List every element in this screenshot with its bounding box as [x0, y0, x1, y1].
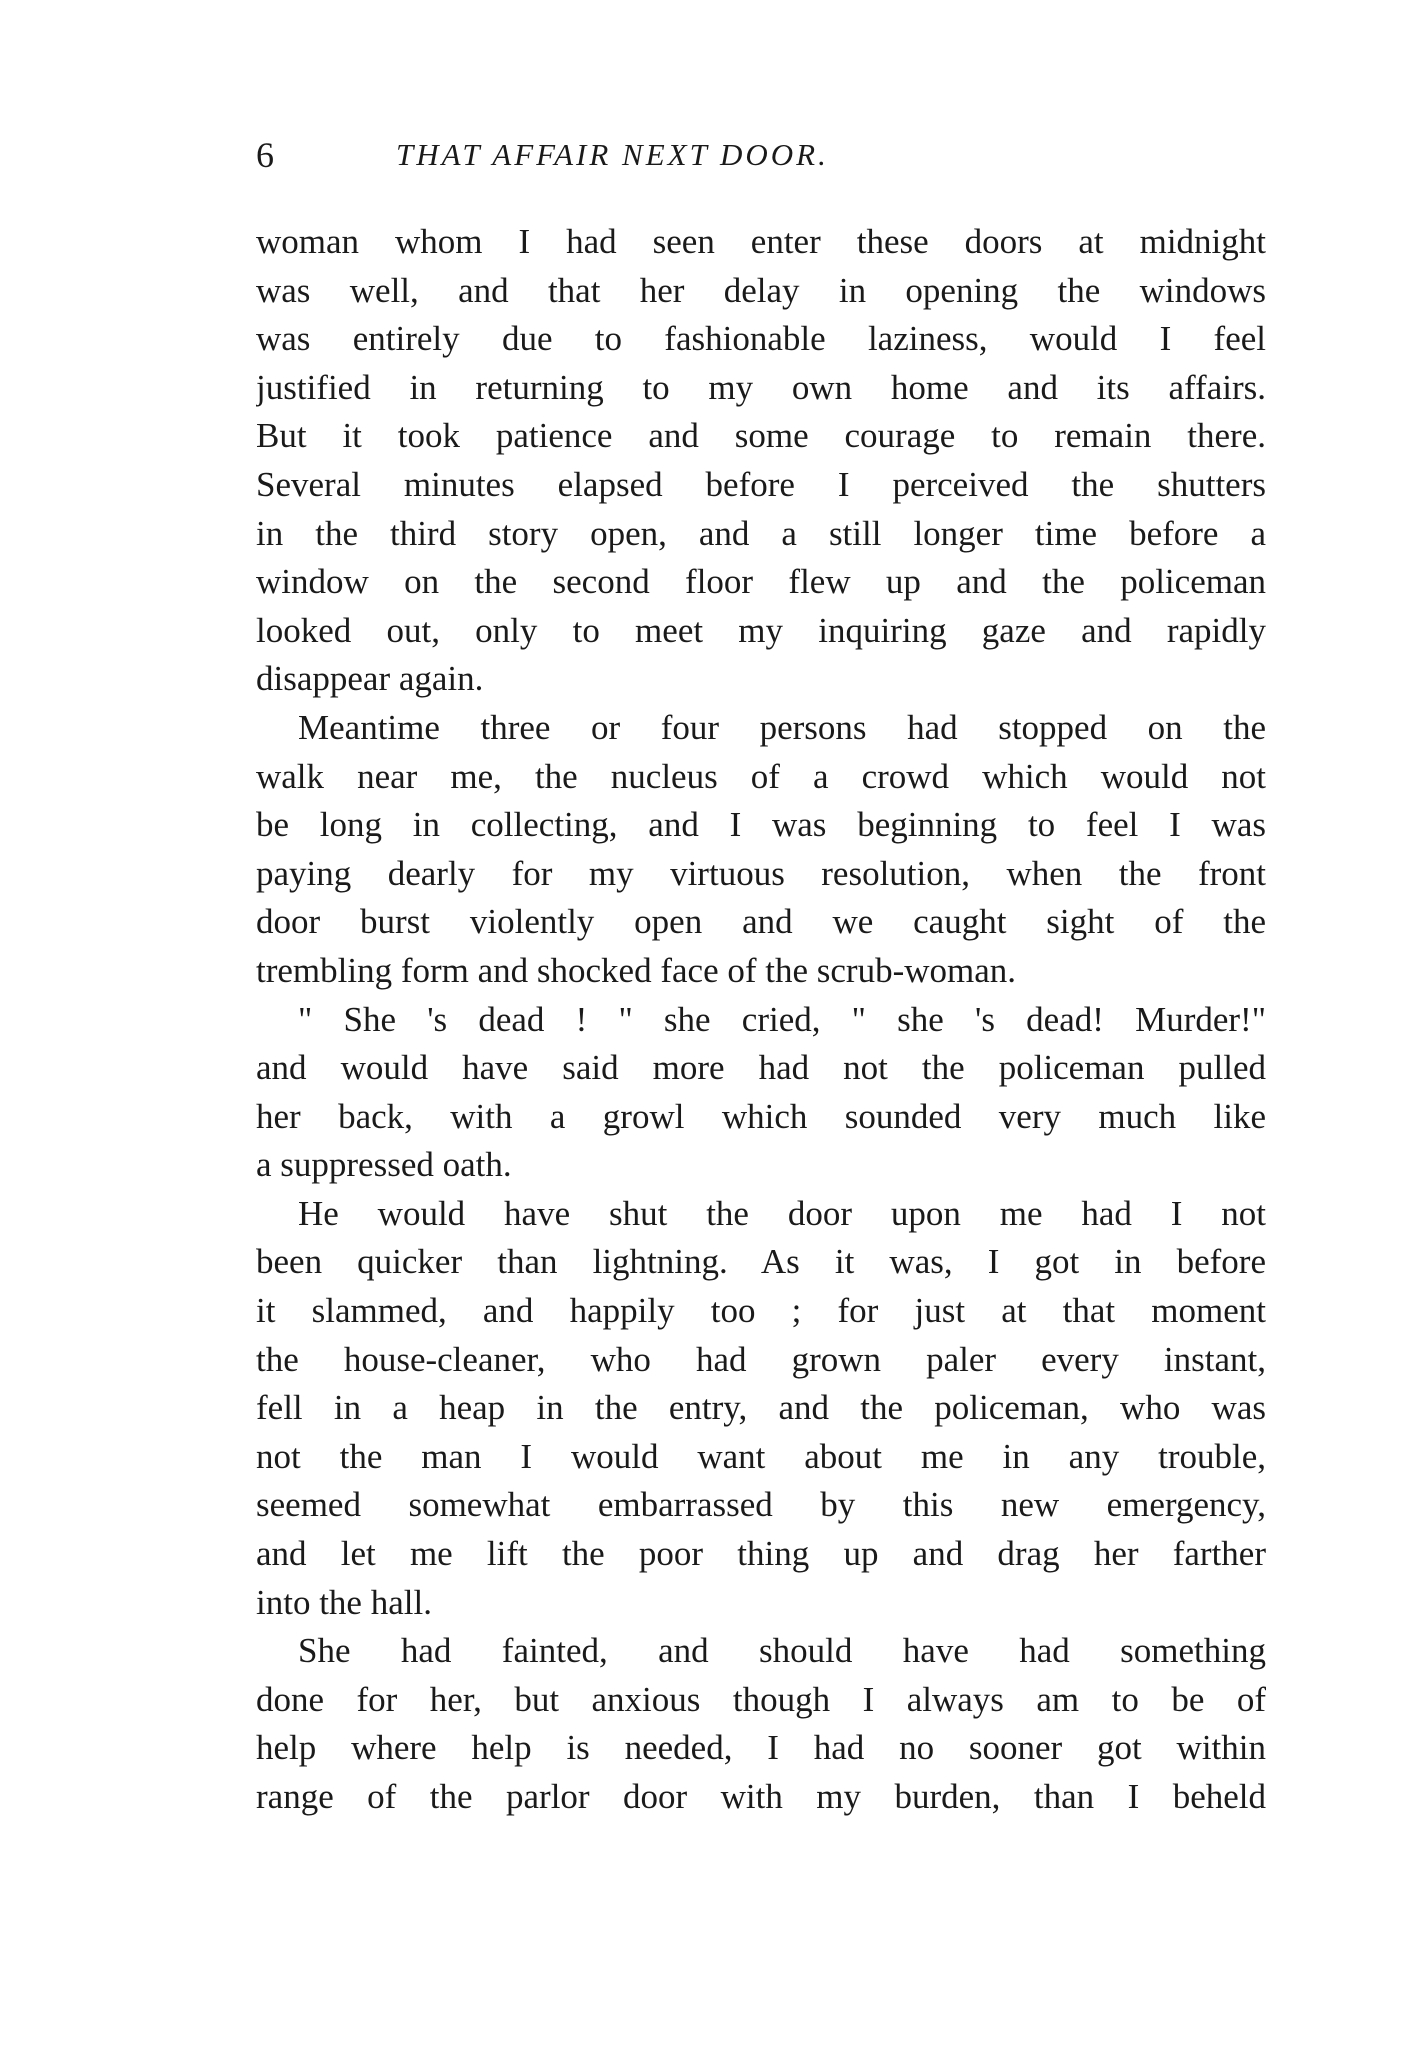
text-line: help where help is needed, I had no sooner got within: [256, 1728, 1266, 1768]
text-line: her back, with a growl which sounded very much like: [256, 1096, 1266, 1136]
body-text: [256, 218, 1266, 1822]
running-head: [256, 125, 1266, 185]
text-line: seemed somewhat embarrassed by this new emergency,: [256, 1485, 1266, 1525]
text-line: not the man I would want about me in any trouble,: [256, 1436, 1266, 1476]
text-line: into the hall.: [256, 1582, 432, 1622]
text-line: done for her, but anxious though I always am to be of: [256, 1679, 1266, 1719]
text-line: in the third story open, and a still longer time before a: [256, 513, 1266, 553]
text-line: fell in a heap in the entry, and the policeman, who was: [256, 1388, 1266, 1428]
text-line: be long in collecting, and I was beginning to feel I was: [256, 805, 1266, 845]
text-line: range of the parlor door with my burden, than I beheld: [256, 1777, 1266, 1816]
text-line: Several minutes elapsed before I perceived the shutters: [256, 464, 1266, 504]
text-line: been quicker than lightning. As it was, I got in before: [256, 1242, 1266, 1282]
text-line: woman whom I had seen enter these doors at midnight: [256, 222, 1266, 261]
text-line: Meantime three or four persons had stopped on the: [298, 707, 1266, 747]
text-line: and would have said more had not the policeman pulled: [256, 1048, 1266, 1088]
text-line: the house-cleaner, who had grown paler every instant,: [256, 1339, 1266, 1379]
page-number: 6: [256, 135, 275, 175]
text-line: He would have shut the door upon me had I not: [298, 1193, 1266, 1233]
text-line: door burst violently open and we caught sight of the: [256, 902, 1266, 942]
text-line: walk near me, the nucleus of a crowd which would not: [256, 756, 1266, 796]
text-line: looked out, only to meet my inquiring gaze and rapidly: [256, 610, 1266, 650]
text-line: was well, and that her delay in opening the windows: [256, 270, 1266, 310]
text-line: justified in returning to my own home and its affairs.: [256, 367, 1266, 407]
running-title: THAT AFFAIR NEXT DOOR.: [396, 137, 829, 172]
text-line: was entirely due to fashionable laziness, would I feel: [256, 319, 1266, 359]
text-line: paying dearly for my virtuous resolution, when the front: [256, 853, 1266, 893]
text-line: But it took patience and some courage to remain there.: [256, 416, 1266, 456]
text-line: a suppressed oath.: [256, 1145, 512, 1185]
text-line: " She 's dead ! " she cried, " she 's dead! Murder!": [298, 999, 1266, 1039]
text-line: trembling form and shocked face of the scrub-woman.: [256, 950, 1017, 990]
text-line: disappear again.: [256, 659, 484, 699]
text-line: She had fainted, and should have had something: [298, 1631, 1266, 1671]
text-line: and let me lift the poor thing up and drag her farther: [256, 1534, 1266, 1574]
text-line: it slammed, and happily too ; for just at that moment: [256, 1291, 1266, 1331]
text-line: window on the second floor flew up and the policeman: [256, 562, 1266, 602]
